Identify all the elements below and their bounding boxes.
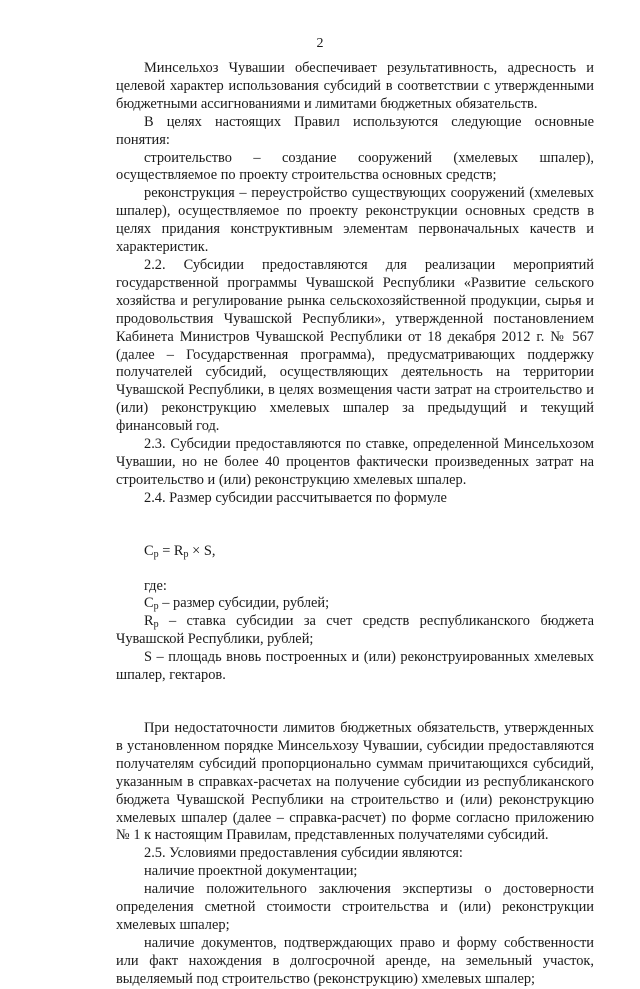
definition-rp-text: – ставка субсидии за счет средств республиканского бюджета Чувашской Республики, рублей; <box>116 613 594 648</box>
formula-equals: = <box>158 542 174 559</box>
definition-rp-subscript: р <box>153 619 159 631</box>
formula-r: R <box>173 542 184 559</box>
paragraph-2-5: 2.5. Условиями предоставления субсидии являются: <box>144 845 463 862</box>
paragraph-results: Минсельхоз Чувашии обеспечивает результативность, адресность и целевой характер использования субсидий в соответствии с утвержденными бюджетными ассигнованиями и лимитами бюджетных обязательств. <box>116 60 594 112</box>
formula-where: где: <box>144 577 167 594</box>
document-body <box>116 60 594 989</box>
formula-c-subscript: р <box>153 548 159 560</box>
paragraph-2-2: 2.2. Субсидии предоставляются для реализации мероприятий государственной программы Чувашской Республики «Развитие сельского хозяйства и регулирование рынка сельскохозяйственной продукции, сырья и продовольствия Чувашской Республики», утвержденной постановлением Кабинета Министров Чувашской Республики от 18 декабря 2012 г. № 567 (далее – Государственная программа), предусматривающих поддержку получателей субсидий, осуществляющих деятельность на территории Чувашской Республики, в целях возмещения части затрат на строительство и (или) реконструкцию хмелевых шпалер за предыдущий и текущий финансовый год. <box>116 256 594 435</box>
condition-land-documents: наличие документов, подтверждающих право и форму собственности или факт нахождения в долгосрочной аренде, на земельный участок, выделяемый под строительство (реконструкцию) хмелевых шпалер; <box>116 934 594 987</box>
formula-c: C <box>144 542 154 559</box>
condition-project-docs: наличие проектной документации; <box>144 863 358 880</box>
formula-times-s: × S, <box>188 542 216 559</box>
definition-cp-subscript: р <box>153 601 159 613</box>
definition-s: S – площадь вновь построенных и (или) реконструированных хмелевых шпалер, гектаров. <box>116 649 594 684</box>
definition-cp-text: – размер субсидии, рублей; <box>158 595 330 612</box>
condition-expertise: наличие положительного заключения экспертизы о достоверности определения сметной стоимости строительства и (или) реконструкции хмелевых шпалер; <box>116 881 594 933</box>
paragraph-insufficient-limits: При недостаточности лимитов бюджетных обязательств, утвержденных в установленном порядке Минсельхозу Чувашии, субсидии предоставляются получателям субсидий пропорционально суммам причитающихся субсидий, указанным в справках-расчетах на получение субсидии из республиканского бюджета Чувашской Республики на строительство и (или) реконструкцию хмелевых шпалер (далее – справка-расчет) по форме согласно приложению № 1 к настоящим Правилам, представленных получателями субсидий. <box>116 720 594 844</box>
page-number: 2 <box>316 36 324 51</box>
formula-r-subscript: р <box>183 548 189 560</box>
paragraph-concepts-intro: В целях настоящих Правил используются следующие основные понятия: <box>116 113 594 148</box>
definition-rp <box>116 613 594 649</box>
paragraph-2-4: 2.4. Размер субсидии рассчитывается по формуле <box>144 489 447 506</box>
definition-rp-symbol: R <box>144 613 154 630</box>
definition-cp <box>116 595 594 613</box>
paragraph-2-3: 2.3. Субсидии предоставляются по ставке, определенной Минсельхозом Чувашии, но не более 40 процентов фактически произведенных затрат на строительство и (или) реконструкцию хмелевых шпалер. <box>116 436 594 488</box>
definition-cp-symbol: C <box>144 595 154 612</box>
subsidy-formula <box>116 543 594 561</box>
paragraph-reconstruction-definition: реконструкция – переустройство существующих сооружений (хмелевых шпалер), осуществляемое по проекту реконструкции основных средств в целях придания конструктивным элементам первоначальных качеств и характеристик. <box>116 185 594 256</box>
paragraph-construction-definition: строительство – создание сооружений (хмелевых шпалер), осуществляемое по проекту строительства основных средств; <box>116 149 594 184</box>
